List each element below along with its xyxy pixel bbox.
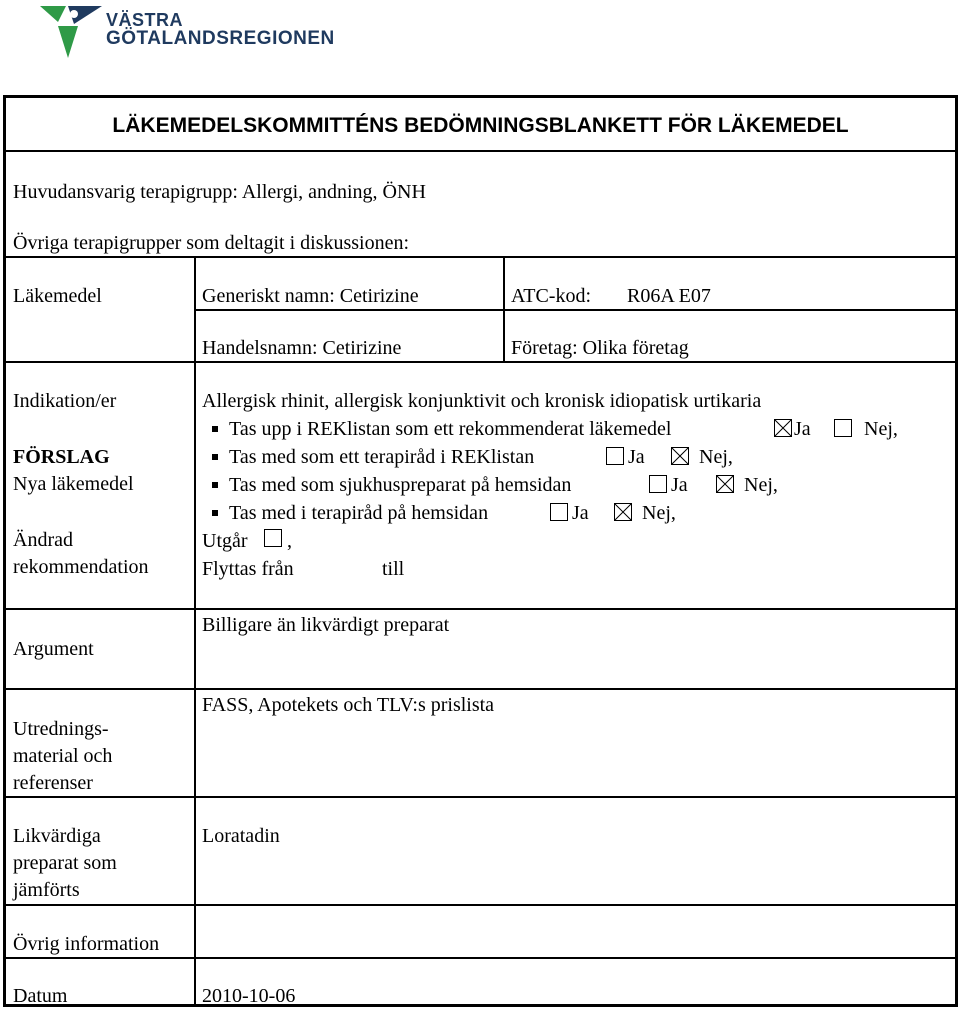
option-4-nej-checkbox[interactable]: [614, 503, 632, 521]
option-3-nej-checkbox[interactable]: [716, 475, 734, 493]
drug-label: Läkemedel: [13, 285, 102, 307]
form-title: LÄKEMEDELSKOMMITTÉNS BEDÖMNINGSBLANKETT FÖR LÄKEMEDEL: [112, 114, 849, 137]
label-proposal: FÖRSLAG: [13, 446, 110, 468]
argument-text: Billigare än likvärdigt preparat: [202, 614, 450, 636]
checkbox-cross-icon: [717, 476, 733, 492]
indication-text: Allergisk rhinit, allergisk konjunktivit och kronisk idiopatisk urtikaria: [202, 390, 762, 412]
label-material-3: referenser: [13, 772, 93, 794]
option-2-nej-label: Nej,: [699, 446, 733, 468]
option-1-nej-checkbox[interactable]: [834, 419, 852, 437]
option-3-ja-checkbox[interactable]: [649, 475, 667, 493]
option-1-text: Tas upp i REKlistan som ett rekommenderat läkemedel: [229, 418, 672, 440]
option-4-ja-checkbox[interactable]: [550, 503, 568, 521]
divider: [6, 796, 955, 798]
other-therapy-groups: Övriga terapigrupper som deltagit i diskussionen:: [13, 232, 410, 254]
checkbox-cross-icon: [672, 448, 688, 464]
divider: [6, 957, 955, 959]
bullet-icon: [212, 510, 218, 516]
divider: [6, 361, 955, 363]
option-2-nej-checkbox[interactable]: [671, 447, 689, 465]
moved-to-label: till: [382, 558, 405, 580]
equivalents-text: Loratadin: [202, 825, 280, 847]
moved-from-label: Flyttas från: [202, 558, 294, 580]
checkbox-cross-icon: [775, 420, 791, 436]
utgar-label: Utgår: [202, 530, 248, 552]
checkbox-cross-icon: [615, 504, 631, 520]
divider: [6, 688, 955, 690]
column-divider: [503, 256, 505, 362]
label-new-drug: Nya läkemedel: [13, 473, 134, 495]
assessment-form: [3, 95, 958, 1007]
generic-name: Generiskt namn: Cetirizine: [202, 285, 419, 307]
label-material-2: material och: [13, 745, 113, 767]
label-equiv-1: Likvärdiga: [13, 825, 101, 847]
bullet-icon: [212, 454, 218, 460]
region-logo: [38, 2, 335, 60]
option-4-nej-label: Nej,: [642, 502, 676, 524]
company: Företag: Olika företag: [511, 337, 689, 359]
divider: [6, 256, 955, 258]
option-4-ja-label: Ja: [572, 502, 589, 524]
divider: [194, 309, 955, 311]
column-divider: [194, 256, 196, 1004]
logo-line-1: VÄSTRA: [106, 10, 184, 30]
option-2-ja-checkbox[interactable]: [606, 447, 624, 465]
option-1-nej-label: Nej,: [864, 418, 898, 440]
utgar-checkbox[interactable]: [264, 529, 282, 547]
atc-code: R06A E07: [627, 285, 711, 307]
logo-line-2: GÖTALANDSREGIONEN: [106, 28, 335, 49]
label-material-1: Utrednings-: [13, 718, 109, 740]
label-equiv-3: jämförts: [13, 879, 80, 901]
label-changed-1: Ändrad: [13, 529, 73, 551]
bullet-icon: [212, 426, 218, 432]
date-value: 2010-10-06: [202, 985, 296, 1007]
label-other-info: Övrig information: [13, 933, 160, 955]
label-indication: Indikation/er: [13, 390, 117, 412]
option-2-text: Tas med som ett terapiråd i REKlistan: [229, 446, 535, 468]
option-3-nej-label: Nej,: [744, 474, 778, 496]
option-3-ja-label: Ja: [671, 474, 688, 496]
option-1-ja-checkbox[interactable]: [774, 419, 792, 437]
material-text: FASS, Apotekets och TLV:s prislista: [202, 694, 495, 716]
label-date: Datum: [13, 985, 68, 1007]
trade-name: Handelsnamn: Cetirizine: [202, 337, 402, 359]
divider: [6, 150, 955, 152]
divider: [6, 608, 955, 610]
region-logo-mark-icon: [38, 2, 104, 60]
option-2-ja-label: Ja: [628, 446, 645, 468]
option-3-text: Tas med som sjukhuspreparat på hemsidan: [229, 474, 572, 496]
utgar-comma: ,: [287, 530, 292, 552]
option-4-text: Tas med i terapiråd på hemsidan: [229, 502, 489, 524]
divider: [6, 904, 955, 906]
label-argument: Argument: [13, 638, 94, 660]
atc-label: ATC-kod:: [511, 285, 591, 307]
label-equiv-2: preparat som: [13, 852, 117, 874]
option-1-ja-label: Ja: [794, 418, 811, 440]
label-changed-2: rekommendation: [13, 556, 149, 578]
bullet-icon: [212, 482, 218, 488]
main-therapy-group: Huvudansvarig terapigrupp: Allergi, andning, ÖNH: [13, 181, 426, 203]
